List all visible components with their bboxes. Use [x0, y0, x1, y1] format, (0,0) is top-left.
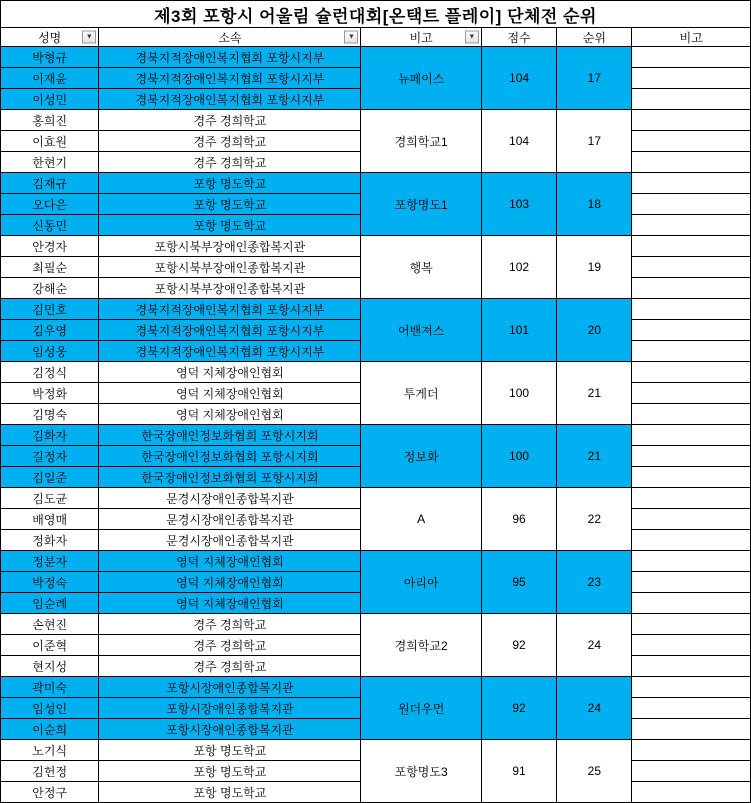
table-row: [1, 488, 751, 509]
cell-note: [632, 677, 751, 698]
cell-member-org: 문경시장애인종합복지관: [99, 509, 361, 530]
cell-score: 102: [481, 236, 556, 299]
cell-member-org: 경북지적장애인복지협회 포항시지부: [99, 341, 361, 362]
cell-member-name: 신동민: [1, 215, 99, 236]
cell-member-org: 포항 명도학교: [99, 173, 361, 194]
cell-member-name: 이준혁: [1, 635, 99, 656]
cell-score: 95: [481, 551, 556, 614]
cell-member-org: 한국장애인정보화협회 포항시지회: [99, 446, 361, 467]
table-row: [1, 614, 751, 635]
cell-team-name: 아리아: [361, 551, 481, 614]
cell-note: [632, 236, 751, 257]
filter-dropdown-icon[interactable]: ▼: [465, 31, 479, 44]
cell-member-org: 포항시북부장애인종합복지관: [99, 236, 361, 257]
cell-rank: 23: [557, 551, 632, 614]
column-header-row: [1, 28, 751, 47]
page-title: 제3회 포항시 어울림 슐런대회[온택트 플레이] 단체전 순위: [1, 1, 751, 28]
table-row: [1, 425, 751, 446]
cell-member-org: 영덕 지체장애인협회: [99, 383, 361, 404]
cell-member-org: 경주 경희학교: [99, 110, 361, 131]
column-header-note1: [361, 28, 481, 47]
cell-member-org: 포항 명도학교: [99, 782, 361, 803]
cell-note: [632, 593, 751, 614]
cell-member-name: 임성인: [1, 698, 99, 719]
column-header-score: 점수: [481, 28, 556, 47]
cell-note: [632, 530, 751, 551]
cell-member-name: 오다은: [1, 194, 99, 215]
cell-team-name: A: [361, 488, 481, 551]
cell-member-name: 김우영: [1, 320, 99, 341]
cell-member-org: 문경시장애인종합복지관: [99, 530, 361, 551]
cell-note: [632, 782, 751, 803]
cell-team-name: 정보화: [361, 425, 481, 488]
cell-member-name: 손현진: [1, 614, 99, 635]
cell-rank: 25: [557, 740, 632, 803]
cell-note: [632, 656, 751, 677]
cell-member-org: 포항 명도학교: [99, 215, 361, 236]
cell-member-name: 현지성: [1, 656, 99, 677]
cell-member-org: 한국장애인정보화협회 포항시지회: [99, 467, 361, 488]
cell-member-org: 포항시장애인종합복지관: [99, 719, 361, 740]
cell-member-name: 배영매: [1, 509, 99, 530]
cell-note: [632, 173, 751, 194]
cell-note: [632, 719, 751, 740]
cell-score: 103: [481, 173, 556, 236]
cell-member-name: 김정식: [1, 362, 99, 383]
cell-rank: 17: [557, 110, 632, 173]
cell-note: [632, 47, 751, 68]
cell-team-name: 경희학교1: [361, 110, 481, 173]
cell-note: [632, 635, 751, 656]
cell-member-name: 이효원: [1, 131, 99, 152]
cell-score: 100: [481, 362, 556, 425]
cell-score: 92: [481, 677, 556, 740]
cell-note: [632, 551, 751, 572]
column-header-org: [99, 28, 361, 47]
cell-score: 101: [481, 299, 556, 362]
cell-member-name: 김일준: [1, 467, 99, 488]
table-row: [1, 236, 751, 257]
cell-member-org: 포항 명도학교: [99, 194, 361, 215]
cell-team-name: 어밴져스: [361, 299, 481, 362]
cell-note: [632, 152, 751, 173]
cell-member-org: 경북지적장애인복지협회 포항시지부: [99, 299, 361, 320]
cell-team-name: 경희학교2: [361, 614, 481, 677]
cell-note: [632, 467, 751, 488]
cell-member-name: 정화자: [1, 530, 99, 551]
cell-team-name: 행복: [361, 236, 481, 299]
cell-score: 104: [481, 110, 556, 173]
cell-member-name: 곽미숙: [1, 677, 99, 698]
cell-member-org: 경주 경희학교: [99, 614, 361, 635]
cell-score: 92: [481, 614, 556, 677]
cell-rank: 24: [557, 677, 632, 740]
cell-note: [632, 425, 751, 446]
cell-member-name: 한현기: [1, 152, 99, 173]
cell-note: [632, 110, 751, 131]
cell-note: [632, 383, 751, 404]
cell-note: [632, 131, 751, 152]
table-row: [1, 47, 751, 68]
column-header-note1-label: 비고: [409, 30, 433, 45]
cell-member-name: 안정구: [1, 782, 99, 803]
cell-member-name: 김재규: [1, 173, 99, 194]
cell-rank: 24: [557, 614, 632, 677]
cell-rank: 21: [557, 362, 632, 425]
cell-note: [632, 362, 751, 383]
cell-member-org: 경북지적장애인복지협회 포항시지부: [99, 68, 361, 89]
cell-rank: 22: [557, 488, 632, 551]
table-row: [1, 110, 751, 131]
cell-member-name: 김명숙: [1, 404, 99, 425]
cell-rank: 21: [557, 425, 632, 488]
cell-note: [632, 446, 751, 467]
cell-member-name: 안경자: [1, 236, 99, 257]
table-row: [1, 677, 751, 698]
cell-member-org: 경주 경희학교: [99, 131, 361, 152]
cell-member-name: 이재윤: [1, 68, 99, 89]
table-row: [1, 362, 751, 383]
cell-note: [632, 341, 751, 362]
cell-team-name: 뉴페이스: [361, 47, 481, 110]
cell-member-name: 이순희: [1, 719, 99, 740]
cell-note: [632, 761, 751, 782]
cell-note: [632, 194, 751, 215]
cell-member-org: 경북지적장애인복지협회 포항시지부: [99, 47, 361, 68]
cell-member-name: 박정화: [1, 383, 99, 404]
table-row: [1, 173, 751, 194]
cell-member-name: 노기식: [1, 740, 99, 761]
cell-member-org: 영덕 지체장애인협회: [99, 551, 361, 572]
cell-note: [632, 215, 751, 236]
cell-member-org: 포항 명도학교: [99, 761, 361, 782]
filter-dropdown-icon[interactable]: ▼: [82, 31, 96, 44]
cell-member-name: 홍희진: [1, 110, 99, 131]
cell-score: 100: [481, 425, 556, 488]
cell-team-name: 포항명도1: [361, 173, 481, 236]
cell-note: [632, 740, 751, 761]
cell-member-org: 포항시장애인종합복지관: [99, 698, 361, 719]
cell-note: [632, 89, 751, 110]
cell-note: [632, 509, 751, 530]
cell-rank: 19: [557, 236, 632, 299]
cell-member-name: 김민호: [1, 299, 99, 320]
column-header-name-label: 성명: [38, 30, 62, 45]
cell-member-org: 영덕 지체장애인협회: [99, 362, 361, 383]
cell-note: [632, 68, 751, 89]
column-header-rank: 순위: [557, 28, 632, 47]
cell-rank: 20: [557, 299, 632, 362]
cell-member-org: 경주 경희학교: [99, 656, 361, 677]
cell-member-org: 포항시장애인종합복지관: [99, 677, 361, 698]
table-row: [1, 740, 751, 761]
cell-team-name: 원더우먼: [361, 677, 481, 740]
cell-member-name: 박정숙: [1, 572, 99, 593]
cell-rank: 17: [557, 47, 632, 110]
cell-member-name: 김화자: [1, 425, 99, 446]
cell-note: [632, 404, 751, 425]
cell-note: [632, 278, 751, 299]
table-row: [1, 299, 751, 320]
cell-member-org: 영덕 지체장애인협회: [99, 572, 361, 593]
cell-score: 91: [481, 740, 556, 803]
cell-member-name: 임순례: [1, 593, 99, 614]
cell-member-org: 영덕 지체장애인협회: [99, 593, 361, 614]
cell-team-name: 투게더: [361, 362, 481, 425]
column-header-org-label: 소속: [218, 30, 242, 45]
cell-member-org: 경북지적장애인복지협회 포항시지부: [99, 89, 361, 110]
cell-note: [632, 320, 751, 341]
cell-note: [632, 257, 751, 278]
cell-member-org: 영덕 지체장애인협회: [99, 404, 361, 425]
title-row: [1, 1, 751, 28]
cell-member-name: 정분자: [1, 551, 99, 572]
cell-team-name: 포항명도3: [361, 740, 481, 803]
cell-rank: 18: [557, 173, 632, 236]
cell-member-name: 최필순: [1, 257, 99, 278]
cell-member-name: 길정자: [1, 446, 99, 467]
cell-member-name: 임성웅: [1, 341, 99, 362]
cell-note: [632, 488, 751, 509]
cell-member-org: 포항시북부장애인종합복지관: [99, 257, 361, 278]
column-header-note2: 비고: [632, 28, 751, 47]
cell-member-name: 김헌정: [1, 761, 99, 782]
cell-note: [632, 299, 751, 320]
cell-member-name: 이성민: [1, 89, 99, 110]
table-row: [1, 551, 751, 572]
cell-note: [632, 614, 751, 635]
cell-score: 96: [481, 488, 556, 551]
cell-note: [632, 698, 751, 719]
cell-member-name: 김도균: [1, 488, 99, 509]
cell-member-org: 경주 경희학교: [99, 152, 361, 173]
cell-member-org: 포항 명도학교: [99, 740, 361, 761]
column-header-name: [1, 28, 99, 47]
cell-score: 104: [481, 47, 556, 110]
cell-member-org: 경주 경희학교: [99, 635, 361, 656]
cell-member-org: 포항시북부장애인종합복지관: [99, 278, 361, 299]
cell-member-org: 한국장애인정보화협회 포항시지회: [99, 425, 361, 446]
filter-dropdown-icon[interactable]: ▼: [344, 31, 358, 44]
cell-member-org: 문경시장애인종합복지관: [99, 488, 361, 509]
cell-member-name: 박형규: [1, 47, 99, 68]
cell-member-org: 경북지적장애인복지협회 포항시지부: [99, 320, 361, 341]
cell-member-name: 강해순: [1, 278, 99, 299]
cell-note: [632, 572, 751, 593]
